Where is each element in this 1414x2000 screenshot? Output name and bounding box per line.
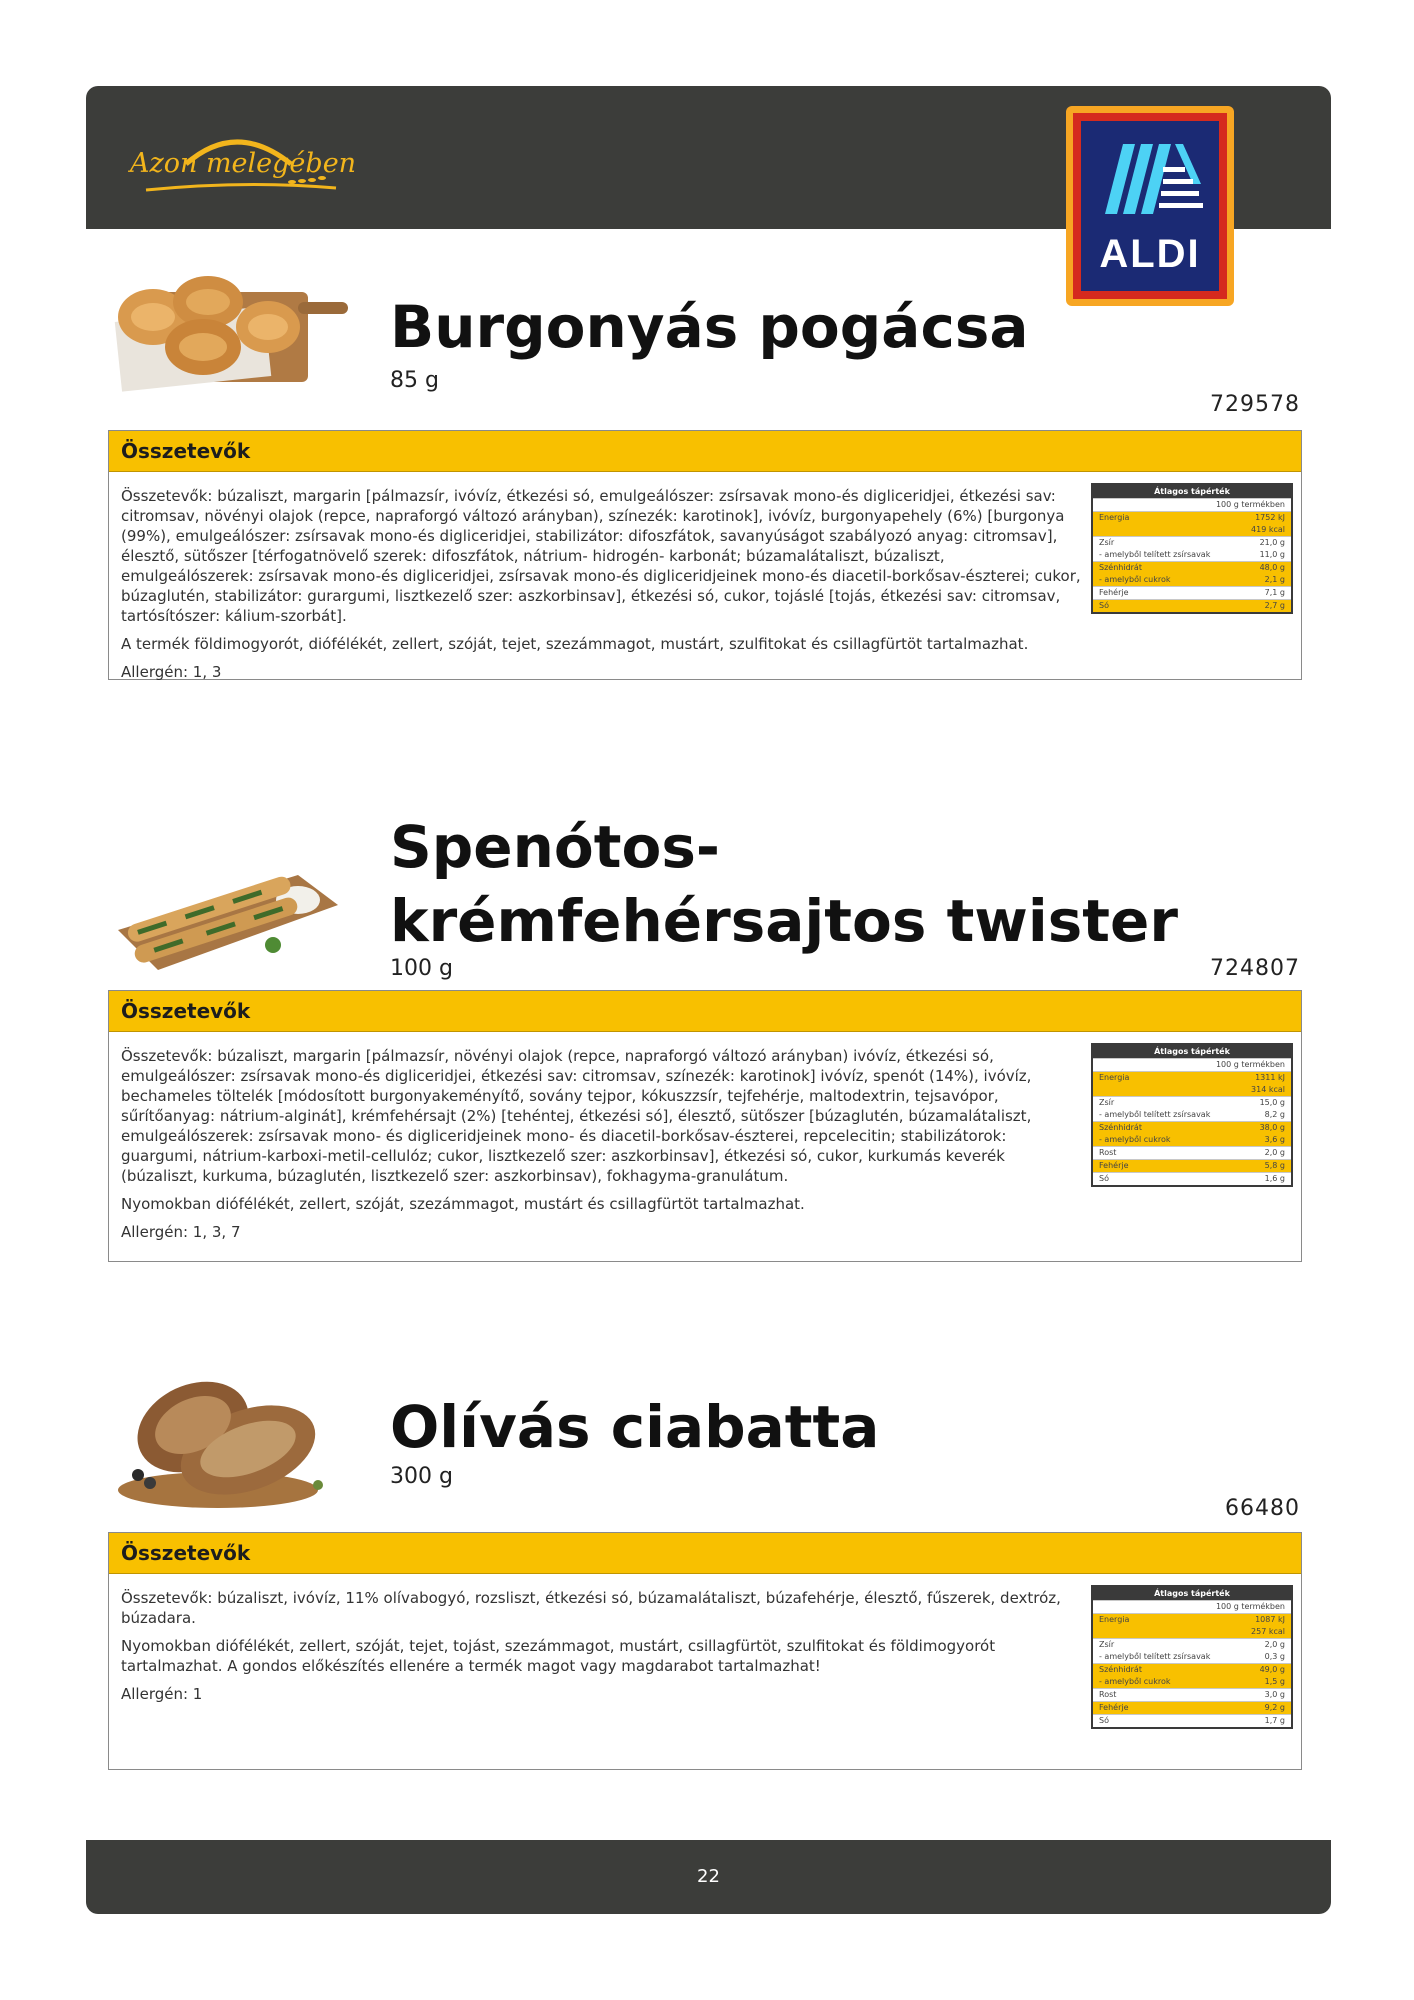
- nutrient-name: Szénhidrát - amelyből cukrok: [1099, 1123, 1171, 1144]
- ingredients-box: [108, 990, 1302, 1262]
- nutrition-row: [1093, 1071, 1291, 1096]
- nutrition-row: [1093, 586, 1291, 599]
- nutrition-row: [1093, 1701, 1291, 1714]
- product-weight: 100 g: [390, 956, 453, 981]
- ingredients-box: [108, 430, 1302, 680]
- nutrition-table: [1091, 483, 1293, 614]
- ingredients-box: [108, 1532, 1302, 1770]
- may-contain-text: Nyomokban diófélékét, zellert, szóját, tejet, tojást, szezámmagot, mustárt, csillagfürtöt, szulfitokat és földimogyorót tartalmazhat. A gondos előkészítés ellenére a termék magot vagy magdarabot tartalmazhat!: [121, 1637, 996, 1675]
- nutrition-per-row: 100 g termékben: [1093, 1600, 1291, 1613]
- nutrient-value: 1311 kJ 314 kcal: [1251, 1073, 1285, 1094]
- nutrition-row: [1093, 1714, 1291, 1727]
- potato-scone-image: [108, 262, 358, 392]
- product-weight: 85 g: [390, 368, 439, 393]
- nutrition-row: [1093, 1146, 1291, 1159]
- nutrient-value: 2,0 g: [1264, 1148, 1285, 1157]
- allergen-text: Allergén: 1, 3: [121, 663, 222, 681]
- product-title-line-1: Olívás ciabatta: [390, 1393, 880, 1461]
- nutrient-name: Szénhidrát - amelyből cukrok: [1099, 563, 1171, 584]
- product-title-line-2: krémfehérsajtos twister: [390, 887, 1178, 955]
- nutrient-name: Szénhidrát - amelyből cukrok: [1099, 1665, 1171, 1686]
- nutrient-value: 1752 kJ 419 kcal: [1251, 513, 1285, 534]
- nutrition-row: [1093, 1663, 1291, 1688]
- aldi-logo-text: ALDI: [1099, 232, 1201, 276]
- nutrient-name: Só: [1099, 1716, 1109, 1725]
- product-title-line-1: Spenótos-: [390, 813, 720, 881]
- nutrition-row: [1093, 1638, 1291, 1663]
- ingredients-text: Összetevők: búzaliszt, margarin [pálmazsír, növényi olajok (repce, napraforgó változó arányban) ivóvíz, étkezési só, emulgeálószer: zsírsavak mono-és digliceridjei, étkezési sav: citromsav, színezék: karotinok] ivóvíz, spenót (14%), ivóvíz, bechameles töltelék [módosított burgonyakeményítő, sovány tejpor, kókuszzsír, tejfehérje, maltodextrin, tejsavópor, sűrítőanyag: nátrium-alginát], krémfehérsajt (2%) [tehéntej, étkezési só], élesztő, sütőszer [búzaglutén, búzamalátaliszt, emulgeálószerek: zsírsavak mono- és digliceridjeinek mono- és diacetil-borkősav-észterei, repcelecitin; stabilizátorok: guargumi, nátrium-karboxi-metil-cellulóz; cukor, lisztkezelő szer: aszkorbinsav], étkezési só, cukor, kurkumás keverék (búzaliszt, kurkuma, búzaglutén, lisztkezelő szer: aszkorbinsav), fokhagyma-granulátum.: [121, 1047, 1032, 1185]
- product-code: 729578: [1210, 392, 1300, 417]
- product-title: [390, 1390, 879, 1464]
- nutrition-row: [1093, 599, 1291, 612]
- nutrient-value: 49,0 g 1,5 g: [1259, 1665, 1285, 1686]
- product-code: 724807: [1210, 956, 1300, 981]
- ingredients-heading: Összetevők: [109, 431, 1301, 472]
- nutrient-value: 38,0 g 3,6 g: [1259, 1123, 1285, 1144]
- may-contain-text: Nyomokban diófélékét, zellert, szóját, szezámmagot, mustárt és csillagfürtöt tartalmazhat.: [121, 1195, 805, 1213]
- nutrition-header: Átlagos tápérték: [1093, 1045, 1291, 1058]
- brand-logo-text: Azon melegében: [130, 148, 357, 179]
- nutrition-table: [1091, 1585, 1293, 1729]
- nutrient-name: Rost: [1099, 1148, 1117, 1157]
- nutrition-table: [1091, 1043, 1293, 1187]
- nutrition-row: [1093, 1159, 1291, 1172]
- allergen-text: Allergén: 1: [121, 1685, 203, 1703]
- nutrient-name: Energia: [1099, 1073, 1130, 1082]
- spinach-twister-image: [108, 850, 348, 980]
- allergen-text: Allergén: 1, 3, 7: [121, 1223, 241, 1241]
- nutrient-name: Energia: [1099, 1615, 1130, 1624]
- nutrient-value: 3,0 g: [1264, 1690, 1285, 1699]
- may-contain-text: A termék földimogyorót, diófélékét, zellert, szóját, tejet, szezámmagot, mustárt, szulfitokat és csillagfürtöt tartalmazhat.: [121, 635, 1029, 653]
- nutrition-row: [1093, 1096, 1291, 1121]
- nutrient-value: 9,2 g: [1264, 1703, 1285, 1712]
- footer-bar: [86, 1840, 1331, 1914]
- ingredients-text: Összetevők: búzaliszt, ivóvíz, 11% olívabogyó, rozsliszt, étkezési só, búzamalátaliszt, búzafehérje, élesztő, fűszerek, dextróz, búzadara.: [121, 1589, 1061, 1627]
- product-code: 66480: [1225, 1496, 1300, 1521]
- nutrition-header: Átlagos tápérték: [1093, 485, 1291, 498]
- product-title-line-1: Burgonyás pogácsa: [390, 293, 1029, 361]
- ingredients-text: Összetevők: búzaliszt, margarin [pálmazsír, ivóvíz, étkezési só, emulgeálószer: zsírsavak mono-és digliceridjei, étkezési sav: citromsav, növényi olajok (repce, napraforgó változó arányban), színezék: karotinok], ivóvíz, burgonyapehely (6%) [burgonya (99%), emulgeálószer: zsírsavak mono-és digliceridjei, stabilizátor: difoszfátok, savanyúságot szabályozó anyag: citromsav], élesztő, sütőszer [térfogatnövelő szerek: difoszfátok, nátrium- hidrogén- karbonát; búzamalátaliszt, búzaliszt, emulgeálószerek: zsírsavak mono-és digliceridjei, zsírsavak mono-és digliceridjeinek mono-és diacetil-borkősav-észterei; cukor, búzaglutén, stabilizátor: gurargumi, lisztkezelő szer: aszkorbinsav], étkezési só, cukor, tojáslé [tojás, étkezési sav: citromsav, tartósítószer: kálium-szorbát].: [121, 487, 1081, 625]
- nutrient-name: Fehérje: [1099, 588, 1129, 597]
- aldi-logo: [1066, 106, 1234, 306]
- nutrient-value: 2,7 g: [1264, 601, 1285, 610]
- product-title: [390, 810, 1178, 958]
- page-number: 22: [697, 1866, 720, 1887]
- nutrition-row: [1093, 1172, 1291, 1185]
- nutrient-name: Zsír - amelyből telített zsírsavak: [1099, 1640, 1211, 1661]
- nutrient-name: Rost: [1099, 1690, 1117, 1699]
- nutrient-name: Só: [1099, 601, 1109, 610]
- nutrient-name: Zsír - amelyből telített zsírsavak: [1099, 538, 1211, 559]
- nutrient-value: 21,0 g 11,0 g: [1259, 538, 1285, 559]
- nutrient-name: Fehérje: [1099, 1703, 1129, 1712]
- ingredients-heading: Összetevők: [109, 991, 1301, 1032]
- nutrition-row: [1093, 1121, 1291, 1146]
- nutrient-value: 2,0 g 0,3 g: [1264, 1640, 1285, 1661]
- ingredients-heading: Összetevők: [109, 1533, 1301, 1574]
- nutrient-name: Energia: [1099, 513, 1130, 522]
- nutrition-row: [1093, 1688, 1291, 1701]
- olive-ciabatta-image: [108, 1365, 348, 1515]
- nutrition-header: Átlagos tápérték: [1093, 1587, 1291, 1600]
- nutrient-name: Zsír - amelyből telített zsírsavak: [1099, 1098, 1211, 1119]
- nutrient-value: 5,8 g: [1264, 1161, 1285, 1170]
- nutrient-value: 1,7 g: [1264, 1716, 1285, 1725]
- nutrition-row: [1093, 511, 1291, 536]
- nutrient-value: 1,6 g: [1264, 1174, 1285, 1183]
- nutrient-name: Fehérje: [1099, 1161, 1129, 1170]
- nutrition-row: [1093, 536, 1291, 561]
- nutrient-value: 48,0 g 2,1 g: [1259, 563, 1285, 584]
- nutrient-value: 15,0 g 8,2 g: [1259, 1098, 1285, 1119]
- nutrient-name: Só: [1099, 1174, 1109, 1183]
- nutrition-row: [1093, 1613, 1291, 1638]
- product-title: [390, 290, 1028, 364]
- nutrient-value: 1087 kJ 257 kcal: [1251, 1615, 1285, 1636]
- aldi-stripes-icon: [1103, 139, 1203, 229]
- nutrition-per-row: 100 g termékben: [1093, 498, 1291, 511]
- nutrition-per-row: 100 g termékben: [1093, 1058, 1291, 1071]
- product-weight: 300 g: [390, 1464, 453, 1489]
- nutrient-value: 7,1 g: [1264, 588, 1285, 597]
- nutrition-row: [1093, 561, 1291, 586]
